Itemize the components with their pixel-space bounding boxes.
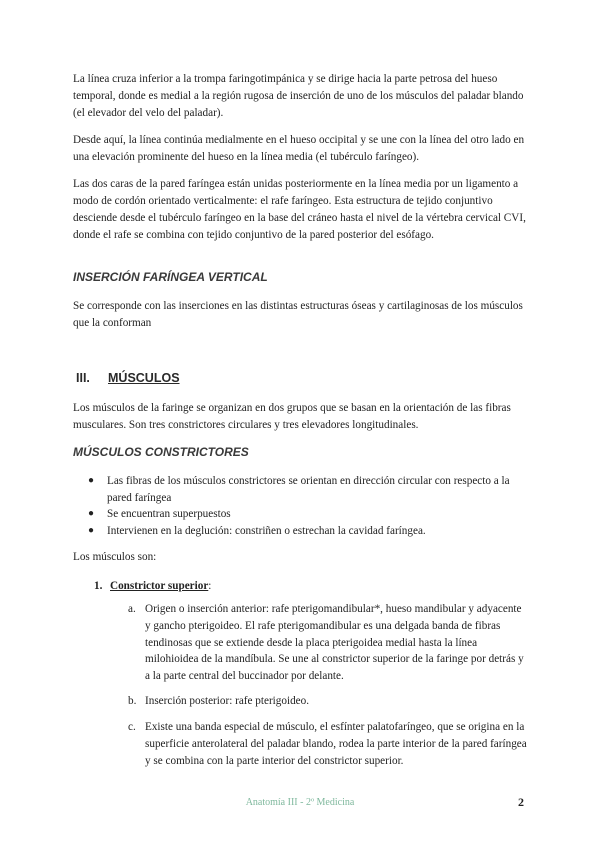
subitem-letter: b. [128,695,137,707]
list-item: ● Se encuentran superpuestos [88,506,528,523]
paragraph-line-path: La línea cruza inferior a la trompa faringotimpánica y se dirige hacia la parte petrosa del hueso temporal, donde es medial a la región rugosa de inserción de uno de los músculos del paladar blando (el elevador del velo del paladar). [73,73,524,119]
list-item: ● Intervienen en la deglución: constriñen o estrechan la cavidad faríngea. [88,523,528,540]
subitem-a [128,601,528,685]
item-number: 1. [94,580,103,592]
item-suffix: : [208,580,212,592]
subitem-text: Existe una banda especial de músculo, el esfínter palatofaríngeo, que se origina en la superficie anterolateral del paladar blando, rodea la parte interior de la pared faríngea y se combina con la parte interior del constrictor superior. [145,721,527,767]
subitem-c [128,719,528,769]
subheading-vertical-insertion: INSERCIÓN FARÍNGEA VERTICAL [73,270,268,284]
numbered-item-constrictor-superior [94,578,211,595]
bullet-icon: ● [88,524,95,536]
page-number: 2 [518,795,524,809]
subitem-text: Origen o inserción anterior: rafe pterigomandibular*, hueso mandibular y adyacente y gancho pterigoideo. El rafe pterigomandibular es una delgada banda de fibras tendinosas que se extiende desde la placa pterigoidea medial hasta la línea milohioidea de la mandíbula. Se une al constrictor superior de la faringe por detrás y a la parte central del buccinador por delante. [145,603,524,683]
bullet-icon: ● [88,475,95,486]
subitem-b [128,693,528,710]
bullet-list [88,473,528,539]
list-item: ● Las fibras de los músculos constrictores se orientan en dirección circular con respecto a la pared faríngea [88,475,510,504]
paragraph-vertical-insertion: Se corresponde con las inserciones en las distintas estructuras óseas y cartilaginosas de los músculos que la conforman [73,300,523,329]
subitem-letter: a. [128,603,136,615]
section-heading [76,371,180,385]
paragraph-muscles-intro: Los músculos de la faringe se organizan en dos grupos que se basan en la orientación de las fibras musculares. Son tres constrictores circulares y tres elevadores longitudinales. [73,402,511,431]
footer-text: Anatomía III - 2º Medicina [245,797,355,808]
section-title: MÚSCULOS [108,371,180,385]
subitem-text: Inserción posterior: rafe pterigoideo. [145,695,310,707]
subitem-letter: c. [128,721,136,733]
paragraph-occipital: Desde aquí, la línea continúa medialmente en el hueso occipital y se une con la línea del otro lado en una elevación prominente del hueso en la línea media (el tubérculo faríngeo). [73,134,525,163]
subheading-constrictors: MÚSCULOS CONSTRICTORES [73,445,249,459]
paragraph-muscles-list-intro: Los músculos son: [73,551,157,563]
bullet-icon: ● [88,508,95,519]
paragraph-raphe: Las dos caras de la pared faríngea están unidas posteriormente en la línea media por un ligamento a modo de cordón orientado verticalmente: el rafe faríngeo. Esta estructura de tejido conjuntivo desciende desde el tubérculo faríngeo en la base del cráneo hasta el nivel de la vértebra cervical CVI, donde el rafe se combina con tejido conjuntivo de la pared posterior del esófago. [73,178,526,241]
item-title: Constrictor superior [110,580,209,592]
section-number: III. [76,371,90,385]
